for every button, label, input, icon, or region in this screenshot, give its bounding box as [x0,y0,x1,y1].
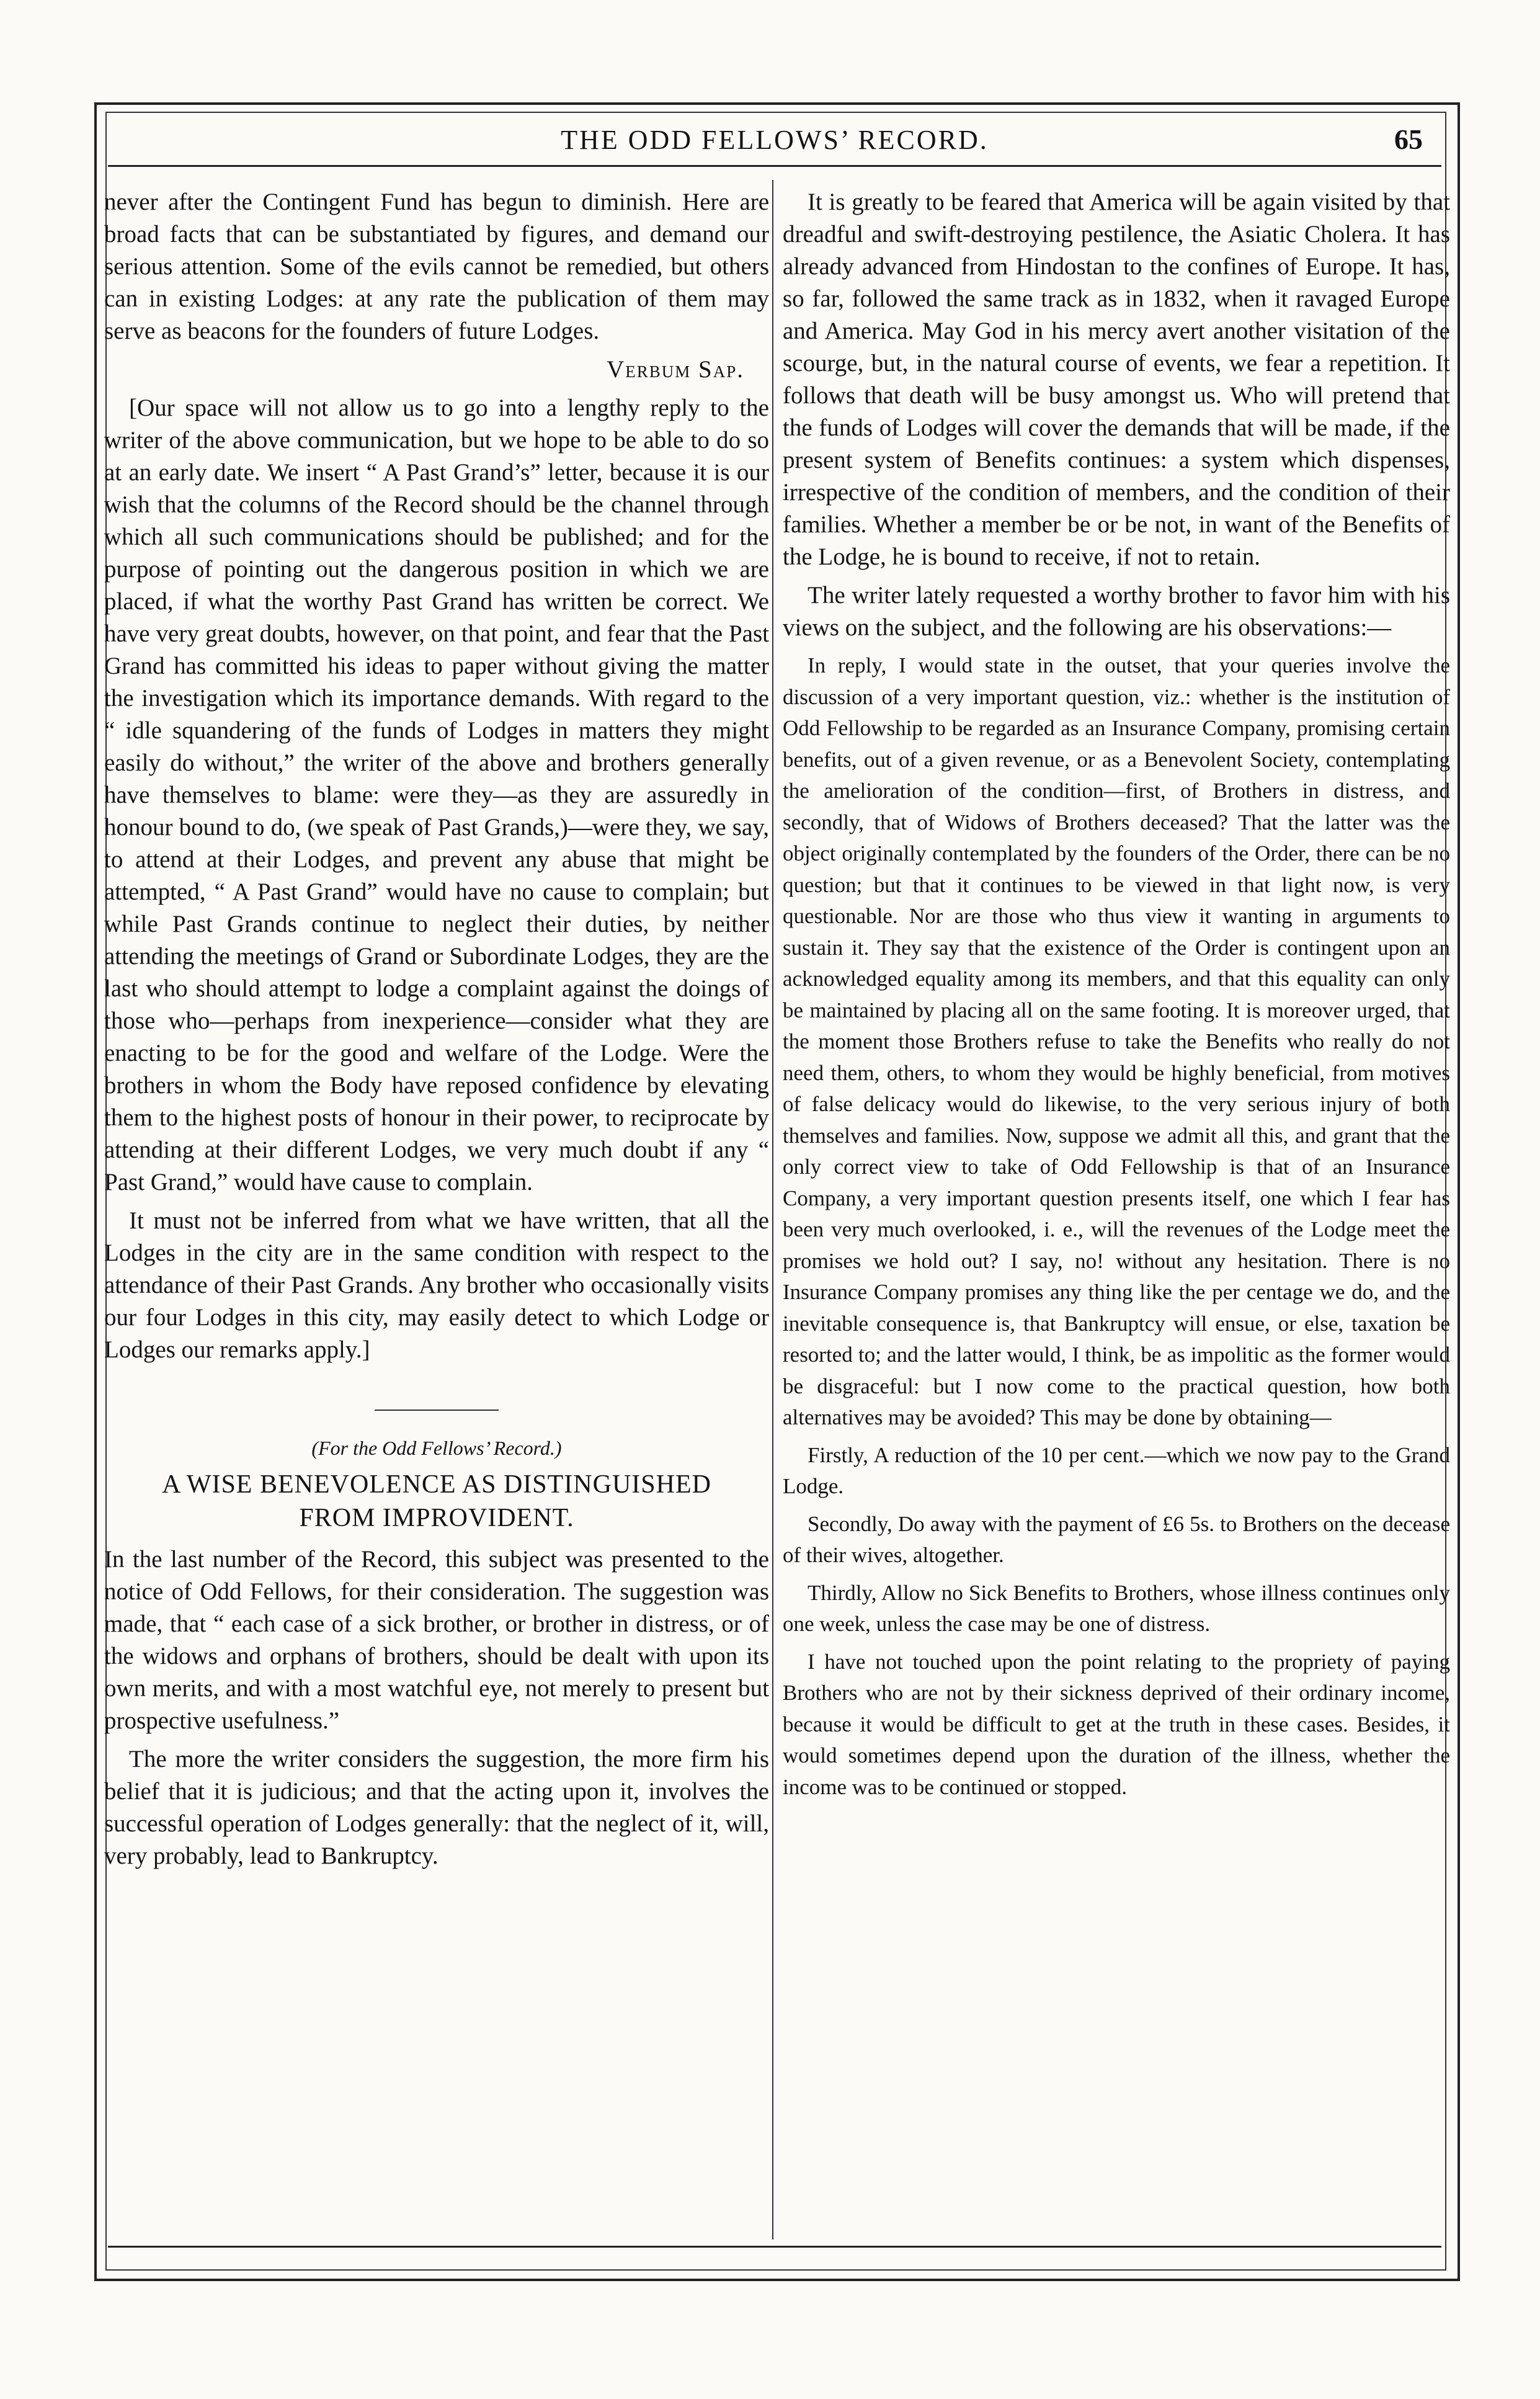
left-column [104,186,769,1879]
paragraph: never after the Contingent Fund has begun to diminish. Here are broad facts that can be substantiated by figures, and demand our serious attention. Some of the evils cannot be remedied, but others can in existing Lodges: at any rate the publication of them may serve as beacons for the founders of future Lodges. [104,189,769,344]
paragraph: In reply, I would state in the outset, that your queries involve the discussion of a very important question, viz.: whether is the institution of Odd Fellowship to be regarded as an Insurance Company, promising certain benefits, out of a given revenue, or as a Benevolent Society, contemplating the amelioration of the condition—first, of Brothers in distress, and secondly, that of Widows of Brothers deceased? That the latter was the object originally contemplated by the founders of the Order, there can be no question; but that it continues to be viewed in that light now, is very questionable. Nor are those who thus view it wanting in arguments to sustain it. They say that the existence of the Order is contingent upon an acknowledged equality among its members, and that this equality can only be maintained by placing all on the same footing. It is moreover urged, that the moment those Brothers refuse to take the Benefits who really do not need them, others, to whom they would be highly beneficial, from motives of false delicacy would do likewise, to the very serious injury of both themselves and families. Now, suppose we admit all this, and grant that the only correct view to take of Odd Fellowship is that of an Insurance Company, a very important question presents itself, one which I fear has been very much overlooked, i. e., will the revenues of the Lodge meet the promises we hold out? I say, no! without any hesitation. There is no Insurance Company promises any thing like the per centage we do, and the inevitable consequence is, that Bankruptcy will ensue, or else, taxation be resorted to; and the latter would, I think, be as impolitic as the former would be disgraceful: but I now come to the practical question, how both alternatives may be avoided? This may be done by obtaining— [783,653,1450,1429]
quoted-letter [783,650,1450,1803]
paragraph: Secondly, Do away with the payment of £6 5s. to Brothers on the decease of their wives, altogether. [783,1511,1450,1567]
running-header [108,118,1441,167]
column-divider [772,180,773,2240]
article-credit: (For the Odd Fellows’ Record.) [311,1437,562,1459]
signature: Verbum Sap. [607,356,744,383]
editorial-note: [Our space will not allow us to go into a lengthy reply to the writer of the above communication, but we hope to be able to do so at an early date. We insert “ A Past Grand’s” letter, because it is our wish that the columns of the Record should be the channel through which all such communications should be published; and for the purpose of pointing out the dangerous position in which we are placed, if what the worthy Past Grand has written be correct. We have very great doubts, however, on that point, and fear that the Past Grand has committed his ideas to paper without giving the matter the investigation which its importance demands. With regard to the “ idle squandering of the funds of Lodges in matters they might easily do without,” the writer of the above and brothers generally have themselves to blame: were they—as they are assuredly in honour bound to do, (we speak of Past Grands,)—were they, we say, to attend at their Lodges, and prevent any abuse that might be attempted, “ A Past Grand” would have no cause to complain; but while Past Grands continue to neglect their duties, by neither attending the meetings of Grand or Subordinate Lodges, they are the last who should attempt to lodge a complaint against the doings of those who—perhaps from inexperience—consider what they are enacting to be for the good and welfare of the Lodge. Were the brothers in whom the Body have reposed confidence by elevating them to the highest posts of honour in their power, to reciprocate by attending at their different Lodges, we very much doubt if any “ Past Grand,” would have cause to complain. [104,395,769,1195]
paragraph: Firstly, A reduction of the 10 per cent.—which we now pay to the Grand Lodge. [783,1442,1450,1498]
paragraph: In the last number of the Record, this subject was presented to the notice of Odd Fellows, for their consideration. The suggestion was made, that “ each case of a sick brother, or brother in distress, or of the widows and orphans of brothers, should be dealt with upon its own merits, and with a most watchful eye, not merely to present but prospective usefulness.” [104,1546,769,1734]
paragraph: It is greatly to be feared that America will be again visited by that dreadful and swift-destroying pestilence, the Asiatic Cholera. It has already advanced from Hindostan to the confines of Europe. It has, so far, followed the same track as in 1832, when it ravaged Europe and America. May God in his mercy avert another visitation of the scourge, but, in the natural course of events, we fear a repetition. It follows that death will be busy amongst us. Who will pretend that the funds of Lodges will cover the demands that will be made, if the present system of Benefits continues: a system which dispenses, irrespective of the condition of members, and the condition of their families. Whether a member be or be not, in want of the Benefits of the Lodge, he is bound to receive, if not to retain. [783,189,1450,570]
paragraph: Thirdly, Allow no Sick Benefits to Brothers, whose illness continues only one week, unless the case may be one of distress. [783,1580,1450,1636]
journal-title: THE ODD FELLOWS’ RECORD. [561,125,989,155]
paragraph: It must not be inferred from what we have written, that all the Lodges in the city are in the same condition with respect to the attendance of their Past Grands. Any brother who occasionally visits our four Lodges in this city, may easily detect to which Lodge or Lodges our remarks apply.] [104,1207,769,1363]
headline-line-2: FROM IMPROVIDENT. [299,1504,574,1532]
headline-line-1: A WISE BENEVOLENCE AS DISTINGUISHED [162,1470,711,1499]
section-rule [375,1409,499,1411]
paragraph: I have not touched upon the point relating to the propriety of paying Brothers who are not by their sickness deprived of their ordinary income, because it would be difficult to get at the truth in these cases. Besides, it would sometimes depend upon the duration of the illness, whether the income was to be continued or stopped. [783,1649,1450,1799]
page-number: 65 [1394,123,1423,155]
bottom-rule [108,2246,1441,2248]
right-column [783,186,1450,1809]
article-headline [104,1468,769,1535]
paragraph: The writer lately requested a worthy brother to favor him with his views on the subject, and the following are his observations:— [783,582,1450,641]
paragraph: The more the writer considers the suggestion, the more firm his belief that it is judicious; and that the acting upon it, involves the successful operation of Lodges generally: that the neglect of it, will, very probably, lead to Bankruptcy. [104,1746,769,1869]
